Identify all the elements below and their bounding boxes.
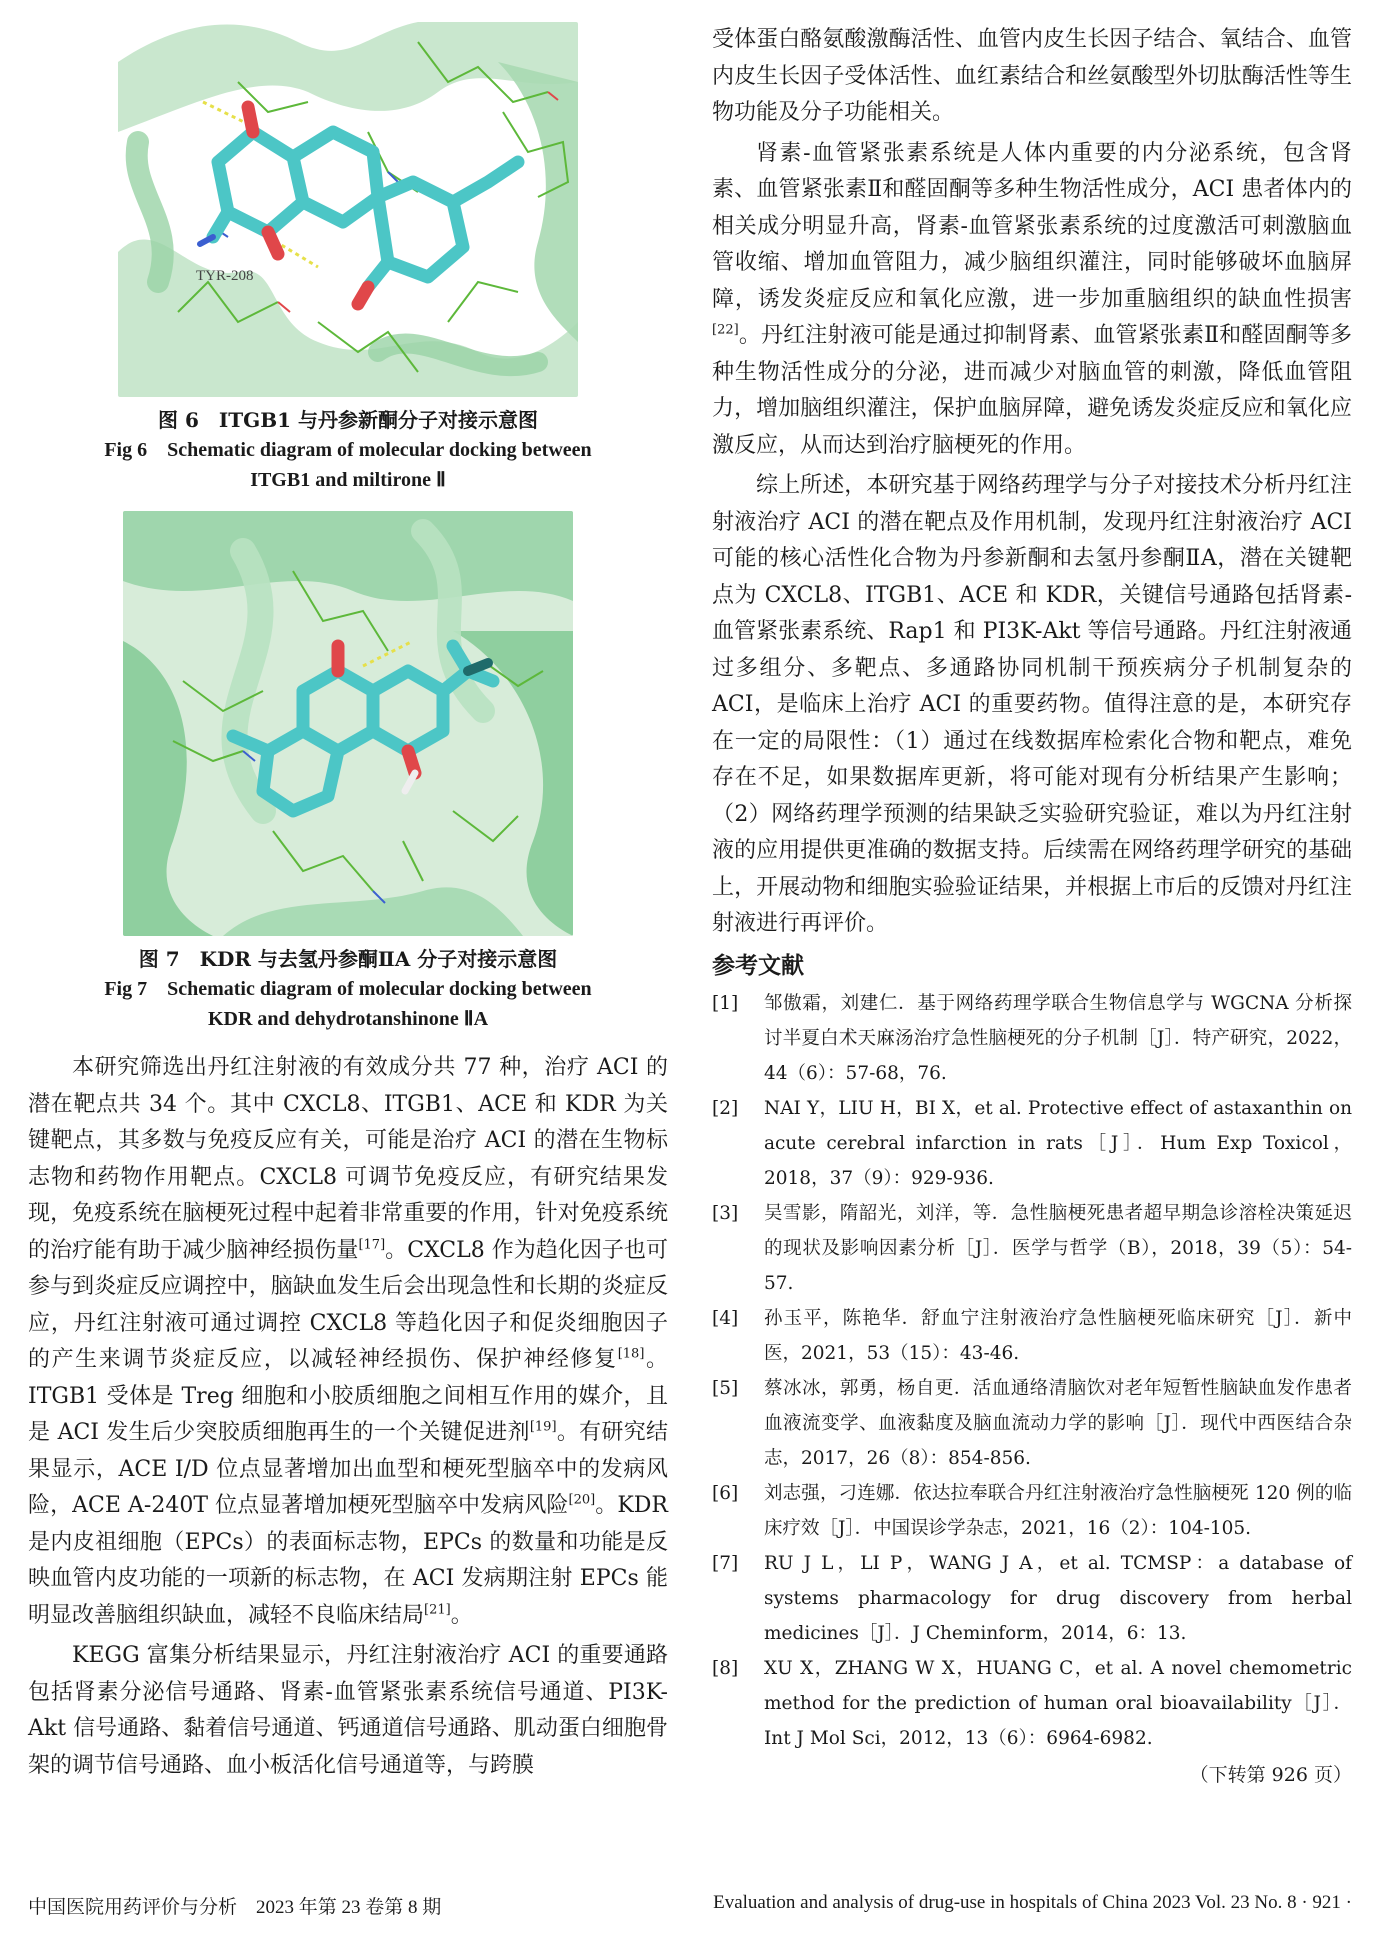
footer-journal-en: Evaluation and analysis of drug-use in hospitals of China 2023 Vol. 23 No. 8 · 921 · [713, 1892, 1352, 1913]
molecular-docking-fig6 [118, 22, 578, 397]
citation-18: [18] [617, 1346, 645, 1362]
citation-22: [22] [712, 322, 739, 338]
body-paragraph-continued: 受体蛋白酪氨酸激酶活性、血管内皮生长因子结合、氧结合、血管内皮生长因子受体活性、血红素结合和丝氨酸型外切肽酶活性等生物功能及分子功能相关。 [712, 27, 1352, 125]
figure-7-caption-cn: 图 7 KDR 与去氢丹参酮ⅡA 分子对接示意图 [138, 947, 558, 971]
figure-7-image [123, 511, 573, 936]
reference-item: [5] 蔡冰冰，郭勇，杨自更．活血通络清脑饮对老年短暂性脑缺血发作患者血液流变学、血液黏度及脑血流动力学的影响［J］．现代中西医结合杂志，2017，26（8）：854-856. [712, 1377, 1352, 1469]
figure-6-image [118, 22, 578, 397]
body-paragraph-kegg: KEGG 富集分析结果显示，丹红注射液治疗 ACI 的重要通路包括肾素分泌信号通路、肾素-血管紧张素系统信号通道、PI3K-Akt 信号通路、黏着信号通道、钙通道信号通路、肌动蛋白细胞骨架的调节信号通路、血小板活化信号通道等，与跨膜 [28, 1643, 668, 1778]
right-column [712, 22, 1352, 1787]
figure-6-caption-cn: 图 6 ITGB1 与丹参新酮分子对接示意图 [158, 408, 538, 432]
page-footer [28, 1892, 1352, 1919]
footer-journal-cn: 中国医院用药评价与分析 2023 年第 23 卷第 8 期 [28, 1897, 442, 1918]
body-paragraph-ras: 肾素-血管紧张素系统是人体内重要的内分泌系统，包含肾素、血管紧张素Ⅱ和醛固酮等多种生物活性成分，ACI 患者体内的相关成分明显升高，肾素-血管紧张素系统的过度激活可刺激脑血管收缩、增加血管阻力，减少脑组织灌注，同时能够破坏血脑屏障，诱发炎症反应和氧化应激，进一步加重脑组织的缺血性损害[22]。丹红注射液可能是通过抑制肾素、血管紧张素Ⅱ和醛固酮等多种生物活性成分的分泌，进而减少对脑血管的刺激，降低血管阻力，增加脑组织灌注，保护血脑屏障，避免诱发炎症反应和氧化应激反应，从而达到治疗脑梗死的作用。 [712, 140, 1352, 458]
reference-item: [2] NAI Y，LIU H，BI X，et al. Protective effect of astaxanthin on acute cerebral infarction in rats［J］．Hum Exp Toxicol，2018，37（9）：929-936. [712, 1097, 1352, 1189]
figure-7-caption-en-line2: KDR and dehydrotanshinone ⅡA [207, 1008, 489, 1030]
citation-17: [17] [358, 1237, 386, 1253]
citation-19: [19] [529, 1419, 557, 1435]
figure-6-caption-en-line1: Fig 6 Schematic diagram of molecular docking between [104, 439, 592, 461]
citation-21: [21] [424, 1602, 451, 1618]
figure-6-caption [28, 405, 668, 495]
reference-item: [7] RU J L，LI P，WANG J A，et al. TCMSP：a database of systems pharmacology for drug discovery from herbal medicines［J］．J Cheminform，2014，6：13. [712, 1552, 1352, 1644]
body-paragraph-targets: 本研究筛选出丹红注射液的有效成分共 77 种，治疗 ACI 的潜在靶点共 34 个。其中 CXCL8、ITGB1、ACE 和 KDR 为关键靶点，其多数与免疫反应有关，可能是治疗 ACI 的潜在生物标志物和药物作用靶点。CXCL8 可调节免疫反应，有研究结果发现，免疫系统在脑梗死过程中起着非常重要的作用，针对免疫系统的治疗能有助于减少脑神经损伤量[17]。CXCL8 作为趋化因子也可参与到炎症反应调控中，脑缺血发生后会出现急性和长期的炎症反应，丹红注射液可通过调控 CXCL8 等趋化因子和促炎细胞因子的产生来调节炎症反应，以减轻神经损伤、保护神经修复[18]。ITGB1 受体是 Treg 细胞和小胶质细胞之间相互作用的媒介，且是 ACI 发生后少突胶质细胞再生的一个关键促进剂[19]。有研究结果显示，ACE I/D 位点显著增加出血型和梗死型脑卒中的发病风险，ACE A-240T 位点显著增加梗死型脑卒中发病风险[20]。KDR 是内皮祖细胞（EPCs）的表面标志物，EPCs 的数量和功能是反映血管内皮功能的一项新的标志物，在 ACI 发病期注射 EPCs 能明显改善脑组织缺血，减轻不良临床结局[21]。 [28, 1055, 668, 1628]
figure-7-caption [28, 944, 668, 1034]
citation-20: [20] [568, 1492, 596, 1508]
residue-label-tyr208: TYR-208 [196, 268, 254, 284]
reference-item: [1] 邹傲霜，刘建仁．基于网络药理学联合生物信息学与 WGCNA 分析探讨半夏白术天麻汤治疗急性脑梗死的分子机制［J］．特产研究，2022，44（6）：57-68，76. [712, 992, 1352, 1084]
figure-6-caption-en-line2: ITGB1 and miltirone Ⅱ [250, 469, 446, 491]
figure-7-caption-en-line1: Fig 7 Schematic diagram of molecular docking between [104, 978, 592, 1000]
reference-item: [3] 吴雪影，隋韶光，刘洋，等．急性脑梗死患者超早期急诊溶栓决策延迟的现状及影响因素分析［J］．医学与哲学（B），2018，39（5）：54-57. [712, 1202, 1352, 1294]
molecular-docking-fig7 [123, 511, 573, 936]
reference-item: [8] XU X，ZHANG W X，HUANG C，et al. A novel chemometric method for the prediction of human oral bioavailability［J］．Int J Mol Sci，2012，13（6）：6964-6982. [712, 1657, 1352, 1749]
left-column [28, 22, 668, 1784]
references-heading: 参考文献 [712, 952, 804, 979]
reference-list [712, 986, 1352, 1756]
reference-item: [6] 刘志强，刁连娜．依达拉奉联合丹红注射液治疗急性脑梗死 120 例的临床疗效［J］．中国误诊学杂志，2021，16（2）：104-105. [712, 1482, 1352, 1539]
continued-on-page-note: （下转第 926 页） [1189, 1763, 1352, 1786]
body-paragraph-conclusion: 综上所述，本研究基于网络药理学与分子对接技术分析丹红注射液治疗 ACI 的潜在靶点及作用机制，发现丹红注射液治疗 ACI 可能的核心活性化合物为丹参新酮和去氢丹参酮ⅡA，潜在关键靶点为 CXCL8、ITGB1、ACE 和 KDR，关键信号通路包括肾素-血管紧张素系统、Rap1 和 PI3K-Akt 等信号通路。丹红注射液通过多组分、多靶点、多通路协同机制干预疾病分子机制复杂的 ACI，是临床上治疗 ACI 的重要药物。值得注意的是，本研究存在一定的局限性：（1）通过在线数据库检索化合物和靶点，难免存在不足，如果数据库更新，将可能对现有分析结果产生影响；（2）网络药理学预测的结果缺乏实验研究验证，难以为丹红注射液的应用提供更准确的数据支持。后续需在网络药理学研究的基础上，开展动物和细胞实验验证结果，并根据上市后的反馈对丹红注射液进行再评价。 [712, 473, 1352, 936]
reference-item: [4] 孙玉平，陈艳华．舒血宁注射液治疗急性脑梗死临床研究［J］．新中医，2021，53（15）：43-46. [712, 1307, 1352, 1364]
